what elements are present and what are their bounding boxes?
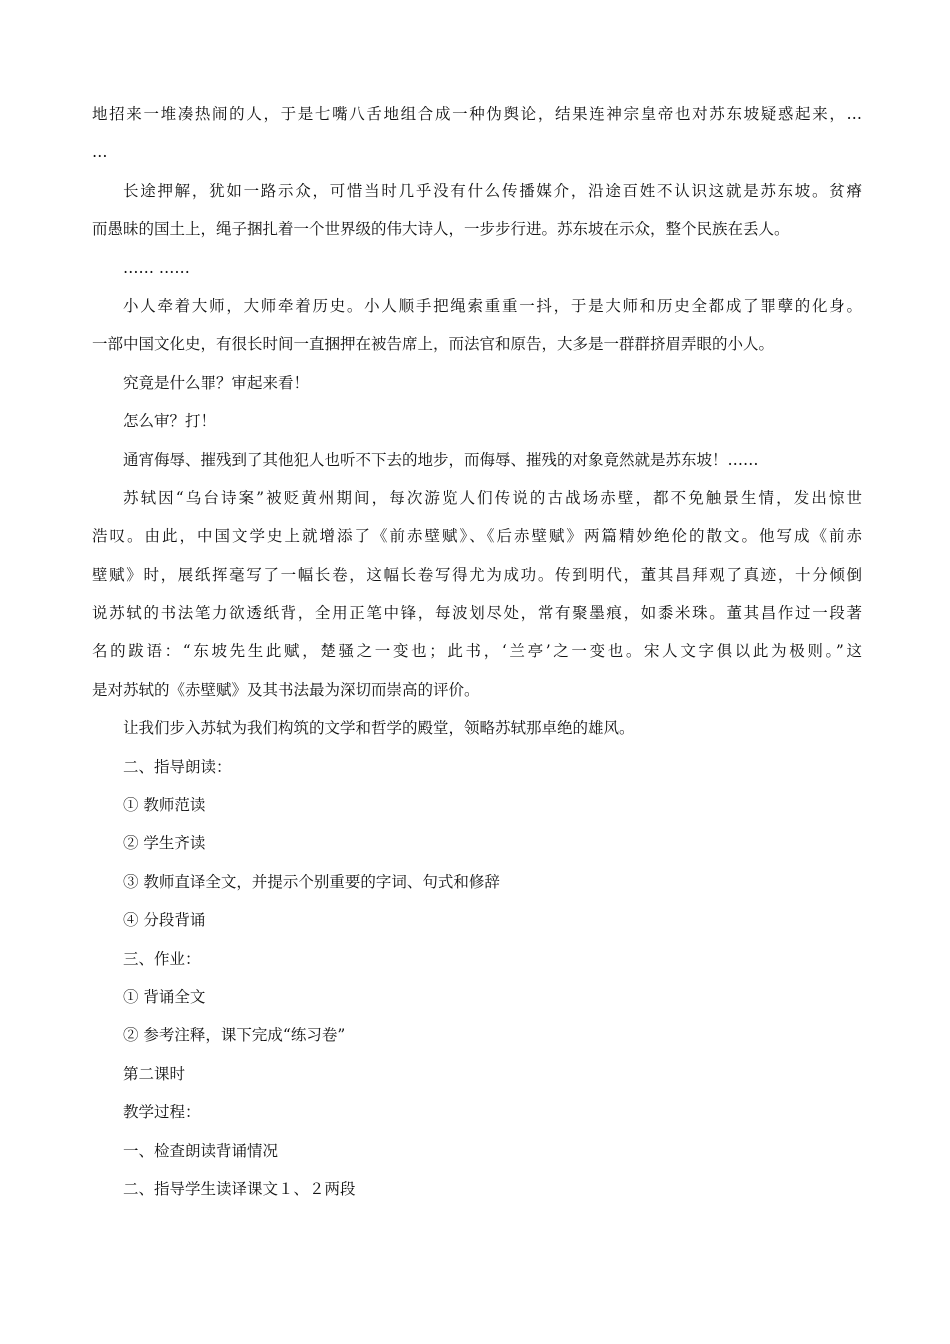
text-line: ③ 教师直译全文，并提示个别重要的字词、句式和修辞 [123,872,500,891]
text-line: 说苏轼的书法笔力欲透纸背，全用正笔中锋，每波划尽处，常有聚墨痕，如黍米珠。董其昌作过一段著 [92,604,862,623]
text-line: ② 参考注释，课下完成“练习卷” [123,1026,346,1045]
text-line: 通宵侮辱、摧残到了其他犯人也听不下去的地步，而侮辱、摧残的对象竟然就是苏东坡！…… [123,450,759,469]
document-page [92,95,862,1208]
text-line: 三、作业： [123,949,201,968]
text-line: ① 背诵全文 [123,987,206,1006]
text-line: 第二课时 [123,1064,186,1083]
text-line: 名的跋语：“东坡先生此赋，楚骚之一变也；此书，‘兰亭’之一变也。宋人文字俱以此为极则。”这 [92,642,862,661]
text-line: 二、指导朗读： [123,757,232,776]
text-line: 是对苏轼的《赤壁赋》及其书法最为深切而崇高的评价。 [92,680,480,699]
text-line: … [92,143,108,162]
text-line: 而愚昧的国土上，绳子捆扎着一个世界级的伟大诗人，一步步行进。苏东坡在示众，整个民族在丢人。 [92,220,790,239]
text-line: 一部中国文化史，有很长时间一直捆押在被告席上，而法官和原告，大多是一群群挤眉弄眼的小人。 [92,335,775,354]
text-line: 让我们步入苏轼为我们构筑的文学和哲学的殿堂，领略苏轼那卓绝的雄风。 [123,719,635,738]
text-line: 长途押解，犹如一路示众，可惜当时几乎没有什么传播媒介，沿途百姓不认识这就是苏东坡。贫瘠 [123,181,862,200]
text-line: …… …… [123,258,190,277]
text-line: 二、指导学生读译课文１、２两段 [123,1179,356,1198]
text-line: 教学过程： [123,1103,201,1122]
text-line: 苏轼因“乌台诗案”被贬黄州期间，每次游览人们传说的古战场赤壁，都不免触景生情，发出惊世 [123,488,862,507]
text-line: ① 教师范读 [123,796,206,815]
text-line: 小人牵着大师，大师牵着历史。小人顺手把绳索重重一抖，于是大师和历史全都成了罪孽的化身。 [123,296,862,315]
text-line: 一、检查朗读背诵情况 [123,1141,279,1160]
text-line: ④ 分段背诵 [123,911,206,930]
text-line: 究竟是什么罪？审起来看！ [123,373,310,392]
text-line: 怎么审？打！ [123,412,217,431]
text-line: 浩叹。由此，中国文学史上就增添了《前赤壁赋》、《后赤壁赋》两篇精妙绝伦的散文。他写成《前赤 [92,527,862,546]
text-line: ② 学生齐读 [123,834,206,853]
text-line: 壁赋》时，展纸挥毫写了一幅长卷，这幅长卷写得尤为成功。传到明代，董其昌拜观了真迹，十分倾倒 [92,565,862,584]
text-line: 地招来一堆凑热闹的人，于是七嘴八舌地组合成一种伪舆论，结果连神宗皇帝也对苏东坡疑惑起来，… [92,105,862,123]
